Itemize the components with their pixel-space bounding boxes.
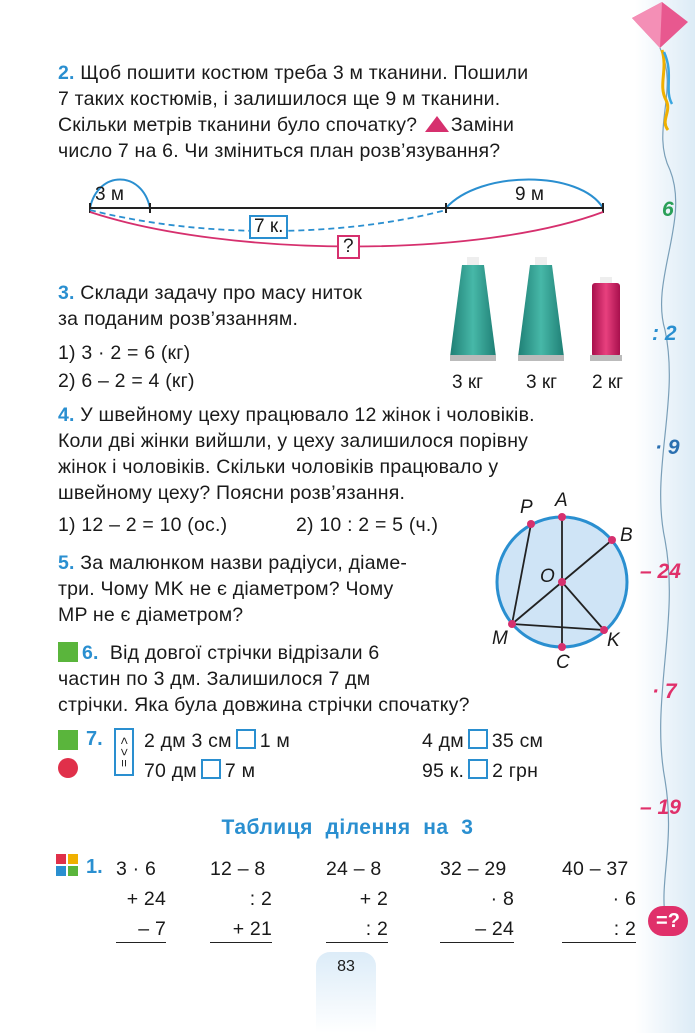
spool-2-icon	[518, 257, 564, 361]
task7-right-row-2: 95 к. 2 грн	[422, 760, 539, 782]
compare-box[interactable]	[468, 729, 488, 749]
task1-col-4: 32 – 29 · 8 – 24	[440, 856, 514, 943]
task2-text: 2. Щоб пошити костюм треба 3 м тканини. Пошили 7 таких костюмів, і залишилося ще 9 м тканини. Скільки метрів тканини було спочатку? Заміни число 7 на 6. Чи зміниться план розв’язування?	[58, 62, 529, 162]
task7-right-row-1: 4 дм 35 см	[422, 730, 544, 752]
task7-left-row-2: 70 дм 7 м	[144, 760, 256, 782]
compare-box[interactable]	[468, 759, 488, 779]
compare-box[interactable]	[201, 759, 221, 779]
task1-col-3: 24 – 8 + 2 : 2	[326, 856, 388, 943]
task6-number: 6.	[82, 642, 99, 664]
spool-3-icon	[590, 277, 622, 361]
task4-step-2: 2) 10 : 2 = 5 (ч.)	[296, 514, 439, 536]
compare-signs-box: < > =	[114, 728, 134, 776]
point-a-label: A	[555, 490, 568, 511]
green-square-icon-2	[58, 730, 78, 750]
task4-number: 4.	[58, 404, 75, 426]
spool-1-weight: 3 кг	[452, 372, 484, 393]
task3-step-2: 2) 6 – 2 = 4 (кг)	[58, 370, 195, 392]
task4-text: 4. У швейному цеху працювало 12 жінок і чоловіків. Коли дві жінки вийшли, у цеху залишилося порівну жінок і чоловіків. Скільки чоловіків працювало у швейному цеху? Поясни розв’язання.	[58, 404, 535, 504]
task7-left-row-1: 2 дм 3 см 1 м	[144, 730, 290, 752]
red-circle-icon	[58, 758, 78, 778]
point-k-label: K	[607, 630, 620, 651]
spool-1-icon	[450, 257, 496, 361]
task1-col-2: 12 – 8 : 2 + 21	[210, 856, 272, 943]
sidebar-value-5: · 7	[652, 680, 677, 703]
point-c-label: C	[556, 652, 570, 673]
diagram-left-label: 3 м	[95, 184, 124, 205]
task6-text: 6. Від довгої стрічки відрізали 6 частин по 3 дм. Залишилося 7 дм	[58, 642, 380, 690]
sidebar-value-4: – 24	[640, 560, 681, 583]
task3-number: 3.	[58, 282, 75, 304]
task3-text: 3. Склади задачу про масу ниток за поданим розв’язанням. 1) 3 · 2 = 6 (кг) 2) 6 – 2 = 4 (кг)	[58, 280, 428, 394]
triangle-icon	[423, 115, 451, 133]
task1-number: 1.	[86, 856, 103, 878]
point-o-label: O	[540, 566, 555, 587]
task6-text-last: стрічки. Яка була довжина стрічки спочатку?	[58, 694, 470, 716]
task2-number: 2.	[58, 62, 75, 84]
point-p-label: P	[520, 497, 533, 518]
task5-number: 5.	[58, 552, 75, 574]
point-b-label: B	[620, 525, 633, 546]
compare-box[interactable]	[236, 729, 256, 749]
sidebar-question-badge: =?	[648, 906, 688, 936]
spool-3-weight: 2 кг	[592, 372, 624, 393]
point-m-label: M	[492, 628, 508, 649]
sidebar-value-3: · 9	[655, 436, 680, 459]
thread-spools-image	[440, 255, 640, 365]
diagram-question-box: ?	[337, 235, 360, 259]
task1-col-5: 40 – 37 · 6 : 2	[562, 856, 636, 943]
sidebar-value-2: : 2	[652, 322, 677, 345]
page-number: 83	[316, 952, 376, 1033]
section-title: Таблиця ділення на 3	[221, 816, 474, 839]
spool-2-weight: 3 кг	[526, 372, 558, 393]
sidebar-value-1: 6	[662, 198, 674, 221]
colored-squares-icon	[56, 854, 78, 876]
task4-step-1: 1) 12 – 2 = 10 (ос.)	[58, 514, 228, 536]
task1-col-1: 3 · 6 + 24 – 7	[116, 856, 166, 943]
diagram-right-label: 9 м	[515, 184, 544, 205]
task5-text: 5. За малюнком назви радіуси, діаме- три. Чому MK не є діаметром? Чому MP не є діаметром?	[58, 552, 408, 626]
task7-number: 7.	[86, 728, 103, 750]
task3-step-1: 1) 3 · 2 = 6 (кг)	[58, 342, 191, 364]
diagram-count-label: 7 к.	[249, 215, 288, 239]
sidebar-value-6: – 19	[640, 796, 681, 819]
